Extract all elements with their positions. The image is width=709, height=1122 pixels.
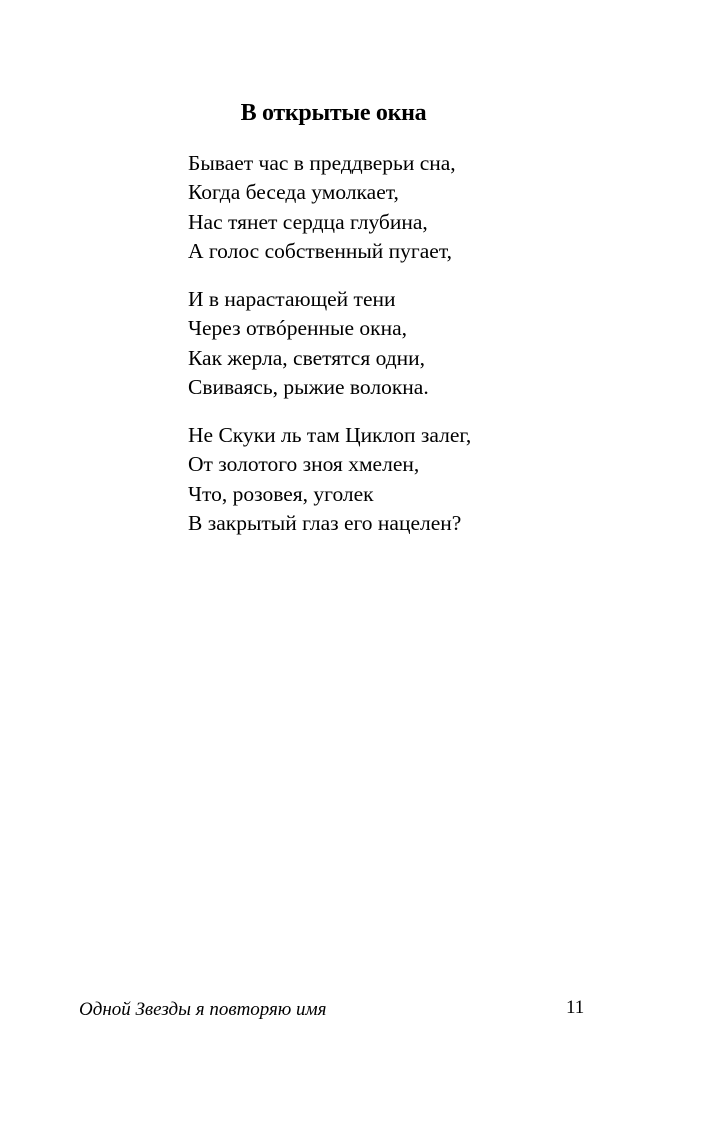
poem-line: От золотого зноя хмелен, [188,452,420,477]
running-footer-book-title: Одной Звезды я повторяю имя [79,999,327,1020]
stanza-2 [188,285,608,402]
poem-line: А голос собственный пугает, [188,238,452,263]
poem-line: Когда беседа умолкает, [188,180,399,205]
page-number: 11 [566,997,585,1018]
poem-line: Через отвóренные окна, [188,316,407,341]
poem-line: И в нарастающей тени [188,287,396,311]
stanza-1 [188,149,608,266]
poem-title: В открытые окна [240,100,427,126]
poem-line: Как жерла, светятся одни, [188,345,426,370]
poem-line: Бывает час в преддверьи сна, [188,151,456,175]
poem-line: В закрытый глаз его нацелен? [188,510,462,535]
poem-line: Что, розовея, уголек [188,481,374,506]
poem-line: Нас тянет сердца глубина, [188,209,428,234]
poem-line: Не Скуки ль там Циклоп залег, [188,423,472,447]
poem-line: Свиваясь, рыжие волокна. [188,374,429,399]
stanza-3 [188,421,608,538]
